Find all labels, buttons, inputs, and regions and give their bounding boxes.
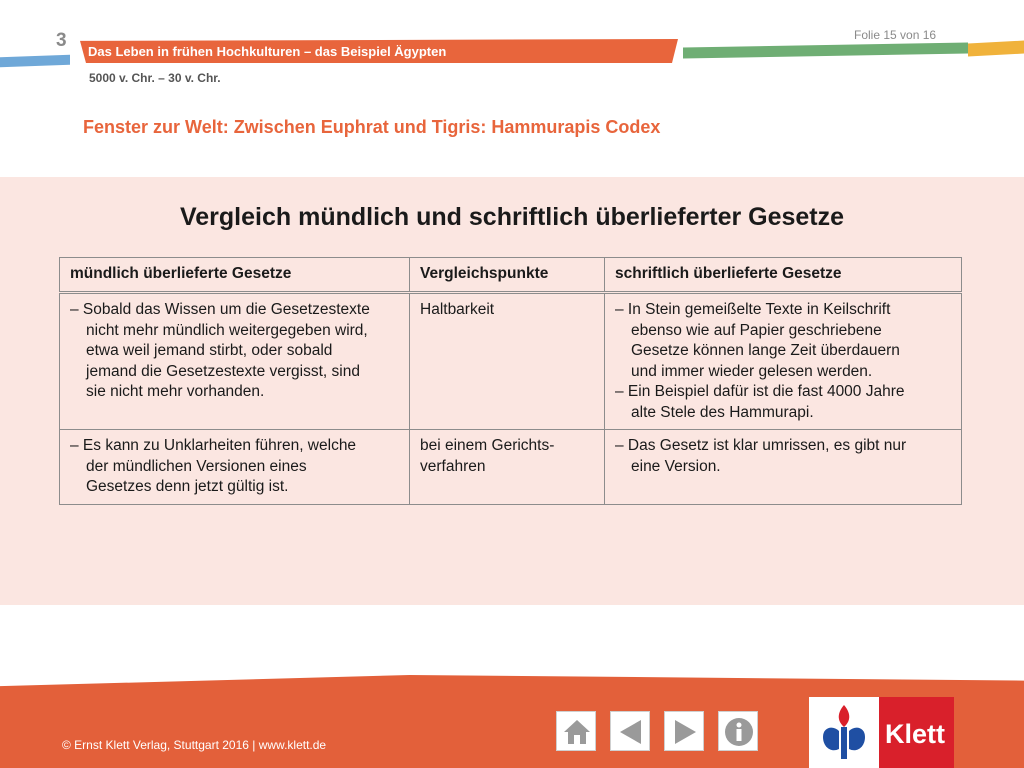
chapter-number: 3: [56, 30, 67, 51]
table-cell-point: [410, 430, 605, 505]
comparison-table: [59, 293, 962, 505]
cell-line: verfahren: [420, 457, 486, 475]
cell-line: ebenso wie auf Papier geschriebene: [631, 321, 882, 339]
copyright-text: © Ernst Klett Verlag, Stuttgart 2016 | www.klett.de: [62, 738, 327, 752]
home-button[interactable]: [556, 711, 596, 751]
cell-line: – Das Gesetz ist klar umrissen, es gibt nur: [615, 437, 907, 454]
header-title: Das Leben in frühen Hochkulturen – das Beispiel Ägypten: [88, 44, 447, 59]
info-icon: [723, 716, 755, 748]
cell-line: jemand die Gesetzestexte vergisst, sind: [86, 362, 360, 380]
date-range: 5000 v. Chr. – 30 v. Chr.: [89, 71, 221, 85]
logo-wordmark: Klett: [885, 719, 945, 749]
table-cell-written: [605, 430, 962, 505]
previous-slide-button[interactable]: [610, 711, 650, 751]
next-slide-button[interactable]: [664, 711, 704, 751]
home-icon: [561, 716, 593, 748]
column-header-written: schriftlich überlieferte Gesetze: [605, 258, 962, 292]
klett-emblem-icon: [809, 697, 879, 768]
table-cell-oral: [60, 294, 410, 430]
decorative-stripe-yellow: [968, 41, 1024, 57]
decorative-stripe-blue: [0, 55, 70, 67]
cell-line: und immer wieder gelesen werden.: [631, 362, 873, 380]
info-button[interactable]: [718, 711, 758, 751]
arrow-left-icon: [615, 716, 647, 748]
section-title: Fenster zur Welt: Zwischen Euphrat und Tigris: Hammurapis Codex: [83, 117, 661, 137]
page-title: Vergleich mündlich und schriftlich überlieferter Gesetze: [179, 203, 845, 231]
cell-line: Gesetzes denn jetzt gültig ist.: [86, 478, 289, 495]
cell-line: bei einem Gerichts-: [420, 437, 555, 454]
cell-line: – Ein Beispiel dafür ist die fast 4000 Jahre: [615, 383, 905, 400]
cell-line: nicht mehr mündlich weitergegeben wird,: [86, 321, 368, 339]
cell-line: eine Version.: [631, 457, 721, 475]
table-cell-oral: [60, 430, 410, 505]
klett-logo[interactable]: [809, 697, 954, 768]
cell-line: – In Stein gemeißelte Texte in Keilschrift: [615, 301, 891, 318]
logo-wordmark-box: [879, 697, 954, 768]
column-header-oral: mündlich überlieferte Gesetze: [60, 258, 410, 292]
cell-line: Haltbarkeit: [420, 301, 495, 318]
slide-counter: Folie 15 von 16: [854, 28, 937, 42]
decorative-stripe-green: [683, 43, 968, 59]
table-cell-point: [410, 294, 605, 430]
cell-line: alte Stele des Hammurapi.: [631, 403, 814, 421]
column-header-points: Vergleichspunkte: [410, 258, 605, 292]
cell-line: – Es kann zu Unklarheiten führen, welche: [70, 437, 357, 454]
cell-line: sie nicht mehr vorhanden.: [86, 383, 265, 400]
cell-line: Gesetze können lange Zeit überdauern: [631, 342, 900, 359]
cell-line: der mündlichen Versionen eines: [86, 457, 307, 475]
cell-line: etwa weil jemand stirbt, oder sobald: [86, 342, 333, 359]
comparison-table-header: [59, 257, 962, 292]
table-row: [60, 294, 962, 430]
table-cell-written: [605, 294, 962, 430]
arrow-right-icon: [669, 716, 701, 748]
cell-line: – Sobald das Wissen um die Gesetzestexte: [70, 301, 370, 318]
table-row: [60, 430, 962, 505]
